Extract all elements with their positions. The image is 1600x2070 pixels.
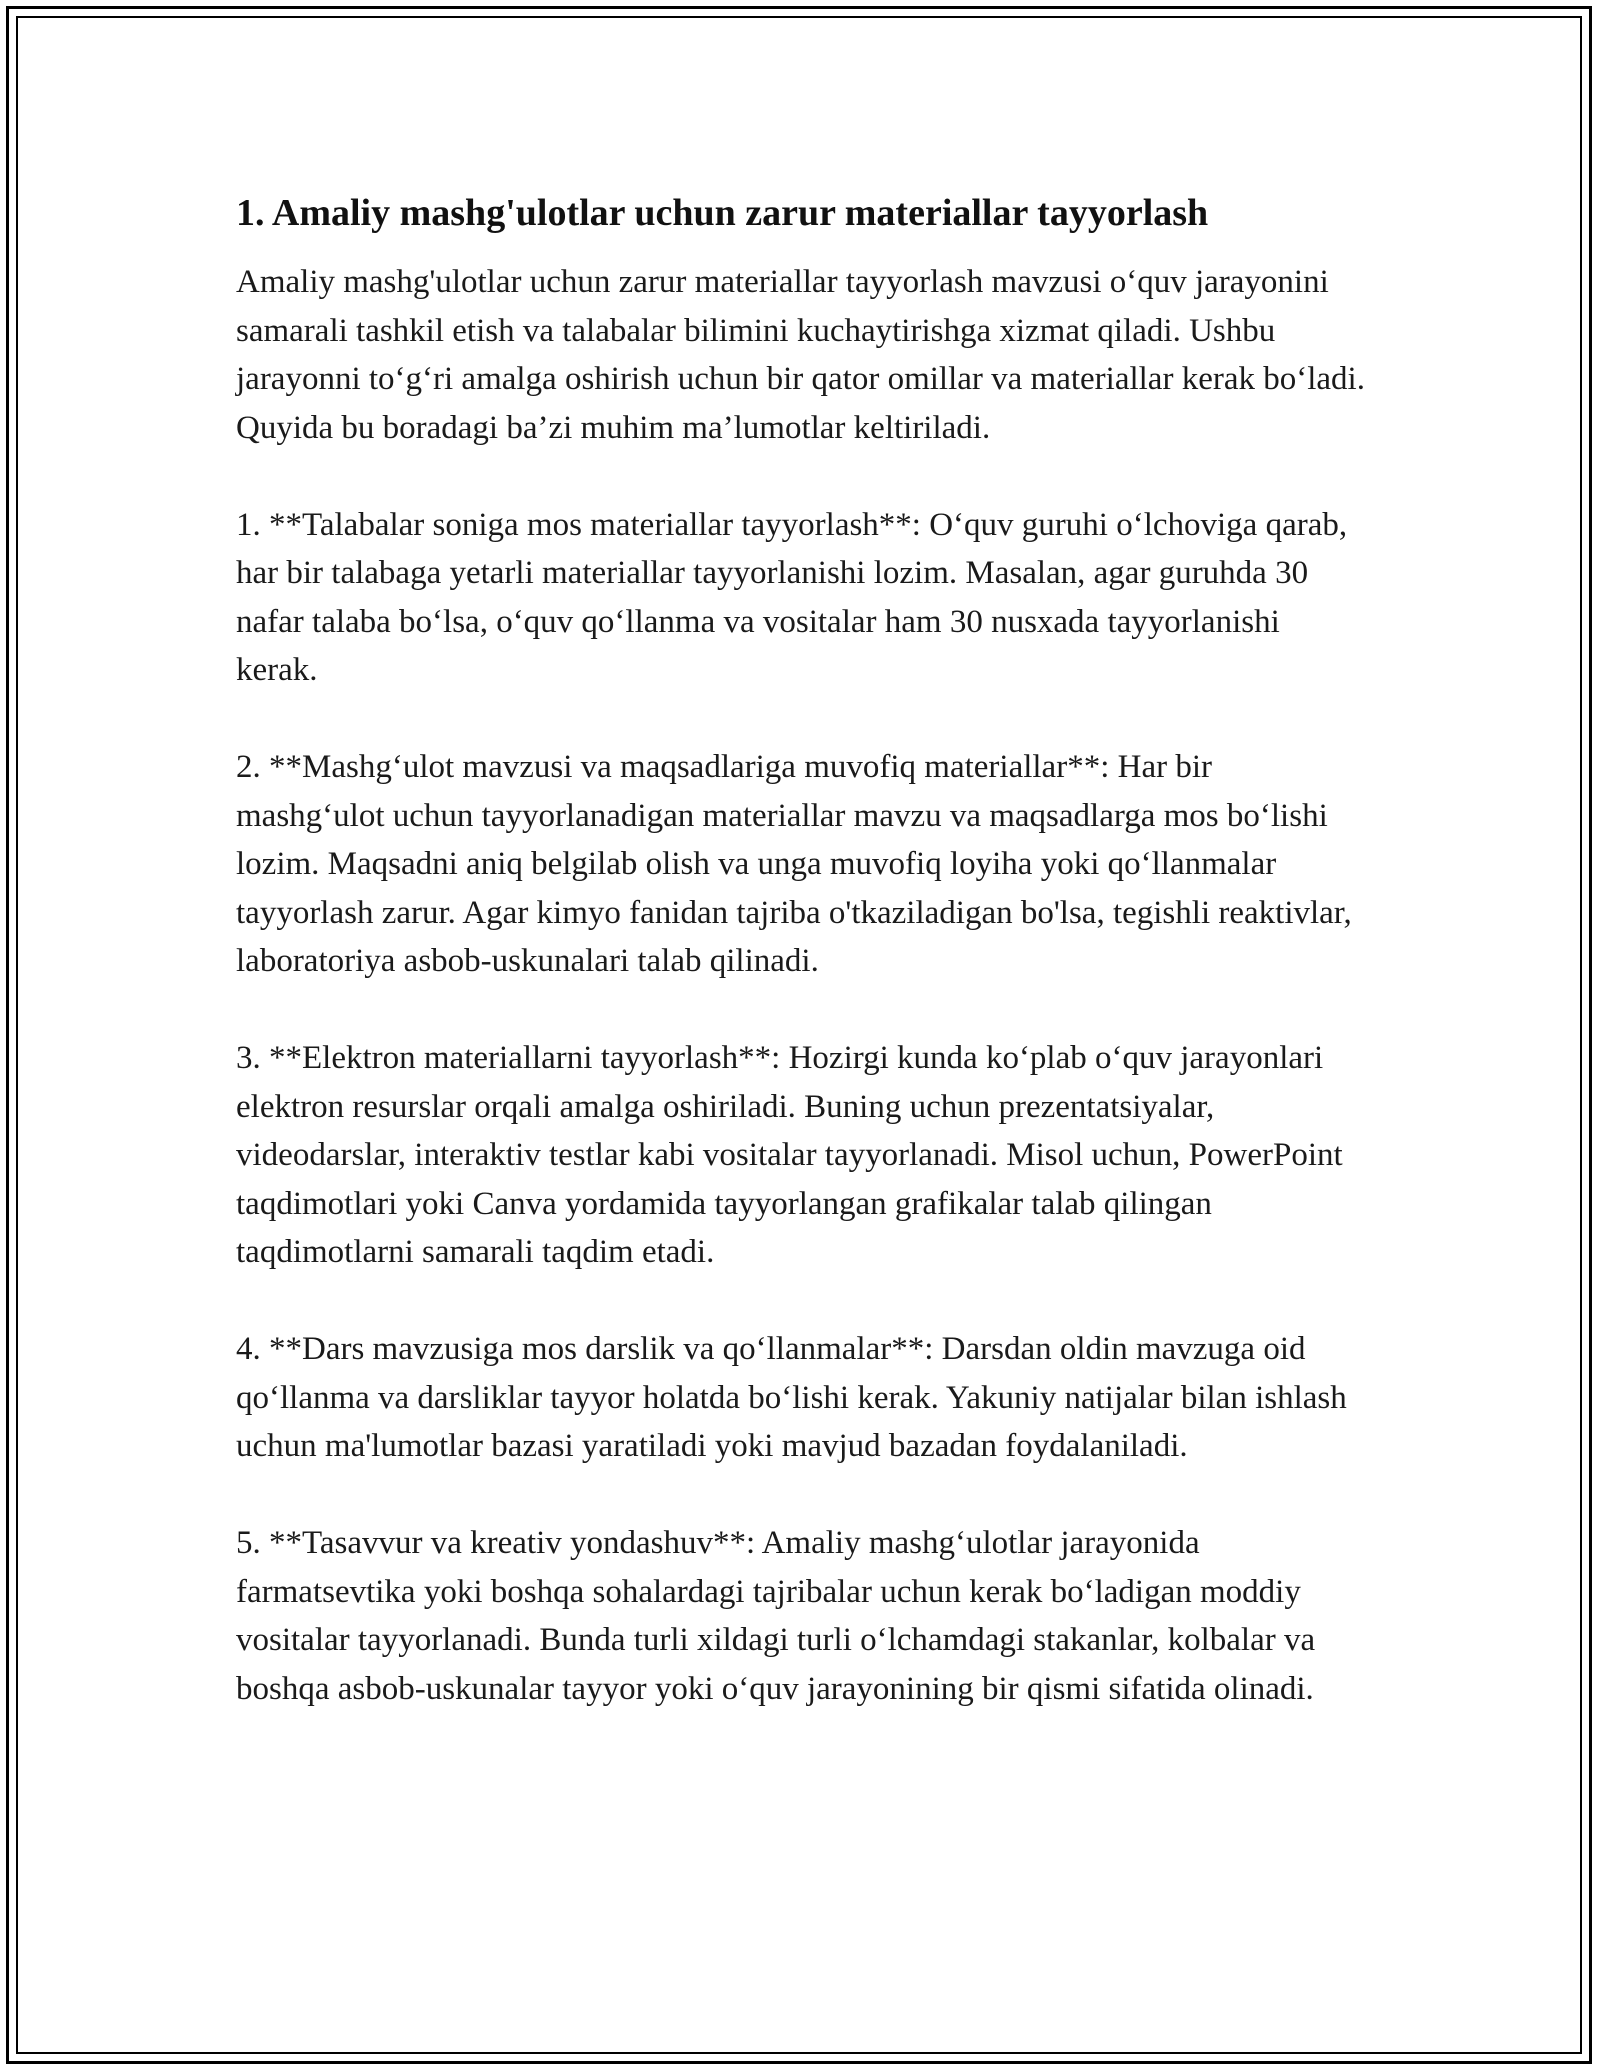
list-item-2: 2. **Mashg‘ulot mavzusi va maqsadlariga muvofiq materiallar**: Har bir mashg‘ulot uchun tayyorlanadigan materiallar mavzu va maqsadlarga mos bo‘lishi lozim. Maqsadni aniq belgilab olish va unga muvofiq loyiha yoki qo‘llanmalar tayyorlash zarur. Agar kimyo fanidan tajriba o'tkaziladigan bo'lsa, tegishli reaktivlar, laboratoriya asbob-uskunalari talab qilinadi.: [236, 749, 1352, 979]
list-item-4: 4. **Dars mavzusiga mos darslik va qo‘llanmalar**: Darsdan oldin mavzuga oid qo‘llanma va darsliklar tayyor holatda bo‘lishi kerak. Yakuniy natijalar bilan ishlash uchun ma'lumotlar bazasi yaratiladi yoki mavjud bazadan foydalaniladi.: [236, 1331, 1347, 1464]
intro-paragraph: Amaliy mashg'ulotlar uchun zarur materiallar tayyorlash mavzusi o‘quv jarayonini samarali tashkil etish va talabalar bilimini kuchaytirishga xizmat qiladi. Ushbu jarayonni to‘g‘ri amalga oshirish uchun bir qator omillar va materiallar kerak bo‘ladi. Quyida bu boradagi ba’zi muhim ma’lumotlar keltiriladi.: [236, 264, 1365, 446]
document-body: [236, 186, 1366, 1762]
list-item-3: 3. **Elektron materiallarni tayyorlash**: Hozirgi kunda ko‘plab o‘quv jarayonlari elektron resurslar orqali amalga oshiriladi. Buning uchun prezentatsiyalar, videodarslar, interaktiv testlar kabi vositalar tayyorlanadi. Misol uchun, PowerPoint taqdimotlari yoki Canva yordamida tayyorlangan grafikalar talab qilingan taqdimotlarni samarali taqdim etadi.: [236, 1040, 1343, 1270]
list-item-1: 1. **Talabalar soniga mos materiallar tayyorlash**: O‘quv guruhi o‘lchoviga qarab, har bir talabaga yetarli materiallar tayyorlanishi lozim. Masalan, agar guruhda 30 nafar talaba bo‘lsa, o‘quv qo‘llanma va vositalar ham 30 nusxada tayyorlanishi kerak.: [236, 506, 1348, 688]
list-item-5: 5. **Tasavvur va kreativ yondashuv**: Amaliy mashg‘ulotlar jarayonida farmatsevtika yoki boshqa sohalardagi tajribalar uchun kerak bo‘ladigan moddiy vositalar tayyorlanadi. Bunda turli xildagi turli o‘lchamdagi stakanlar, kolbalar va boshqa asbob-uskunalar tayyor yoki o‘quv jarayonining bir qismi sifatida olinadi.: [236, 1525, 1316, 1707]
document-heading: 1. Amaliy mashg'ulotlar uchun zarur materiallar tayyorlash: [236, 192, 1209, 234]
